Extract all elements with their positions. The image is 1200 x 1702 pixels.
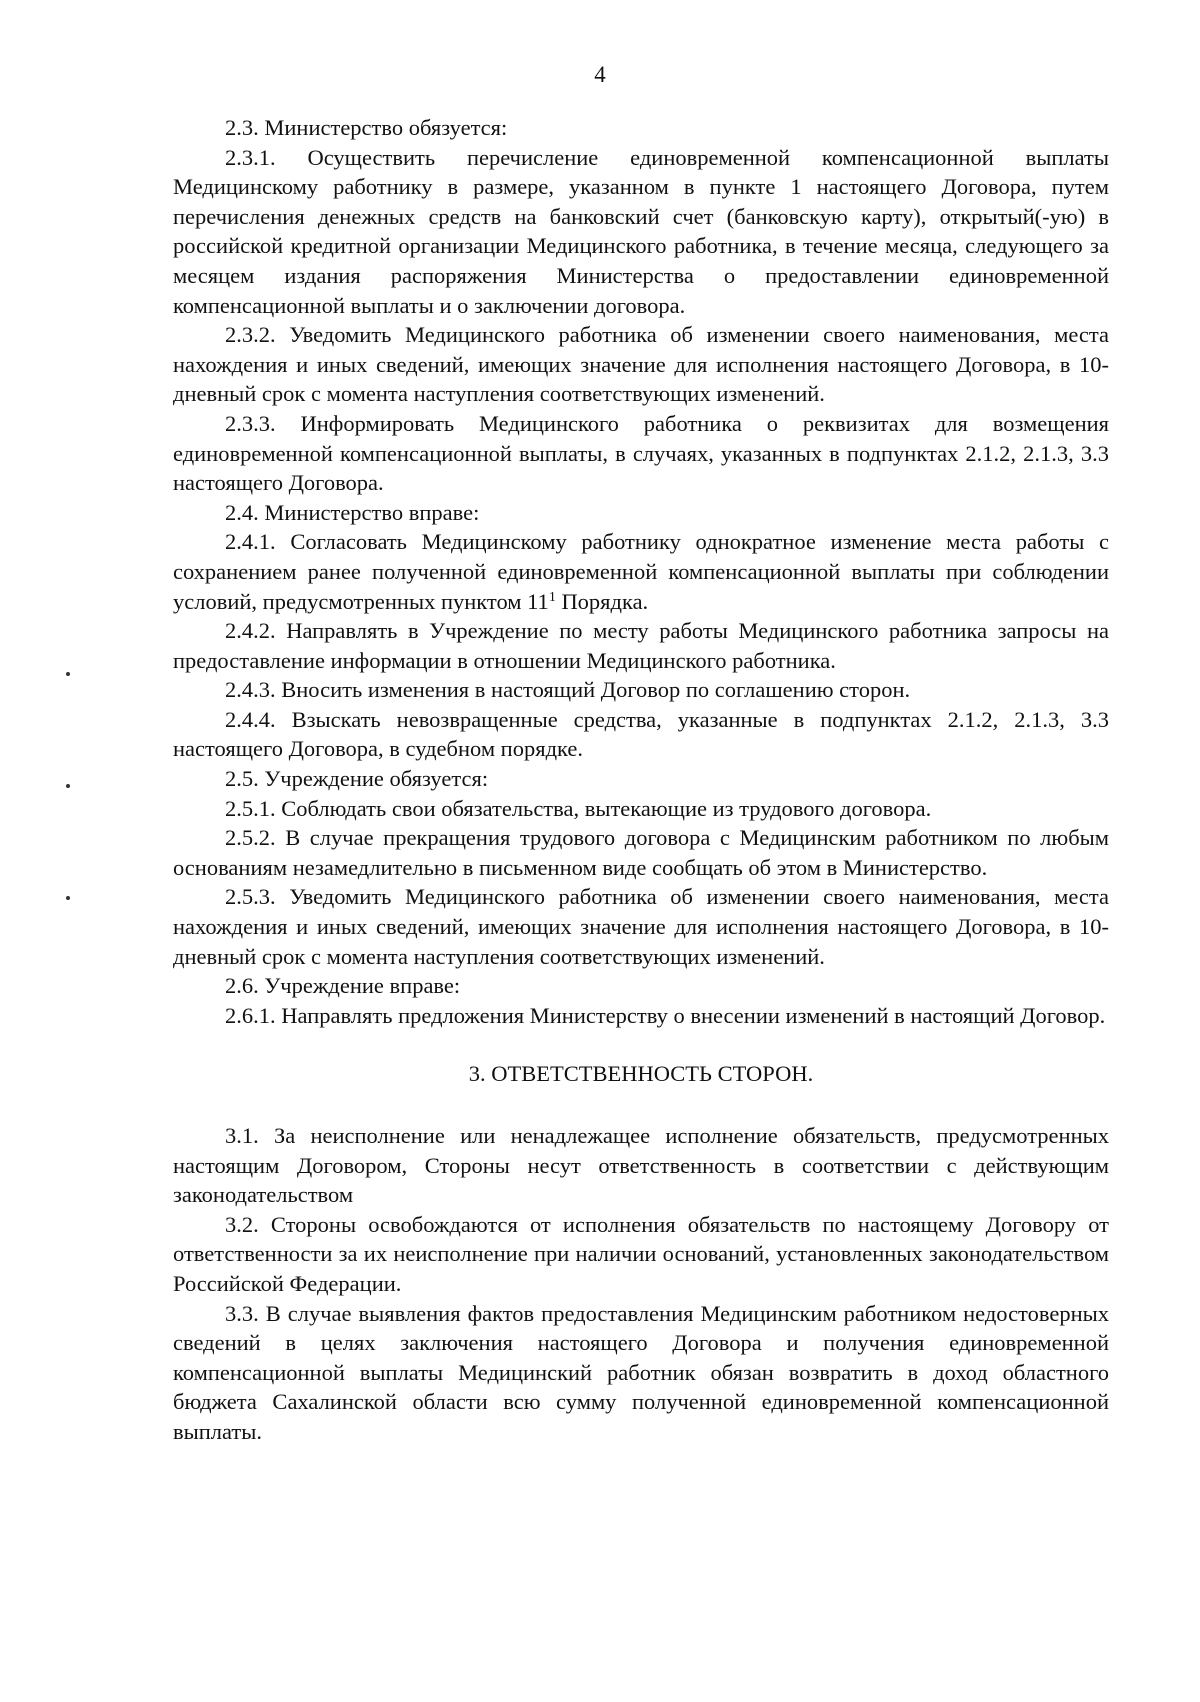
clause-2-5-2: 2.5.2. В случае прекращения трудового договора с Медицинским работником по любым основаниям незамедлительно в письменном виде сообщать об этом в Министерство. bbox=[173, 825, 1109, 880]
document-body bbox=[173, 113, 1109, 1447]
section-3-heading: 3. ОТВЕТСТВЕННОСТЬ СТОРОН. bbox=[468, 1061, 814, 1087]
clause-2-3-2: 2.3.2. Уведомить Медицинского работника об изменении своего наименования, места нахождения и иных сведений, имеющих значение для исполнения настоящего Договора, в 10-дневный срок с момента наступления соответствующих изменений. bbox=[173, 322, 1109, 407]
clause-3-2: 3.2. Стороны освобождаются от исполнения обязательств по настоящему Договору от ответственности за их неисполнение при наличии оснований, установленных законодательством Российской Федерации. bbox=[173, 1211, 1109, 1296]
clause-2-6-1: 2.6.1. Направлять предложения Министерству о внесении изменений в настоящий Договор. bbox=[225, 1002, 1106, 1028]
clause-2-3-3: 2.3.3. Информировать Медицинского работника о реквизитах для возмещения единовременной компенсационной выплаты, в случаях, указанных в подпунктах 2.1.2, 2.1.3, 3.3 настоящего Договора. bbox=[173, 410, 1109, 496]
clause-2-4-2: 2.4.2. Направлять в Учреждение по месту работы Медицинского работника запросы на предоставление информации в отношении Медицинского работника. bbox=[173, 618, 1109, 673]
clause-2-4-3: 2.4.3. Вносить изменения в настоящий Договор по соглашению сторон. bbox=[225, 677, 911, 703]
clause-2-4-4: 2.4.4. Взыскать невозвращенные средства, указанные в подпунктах 2.1.2, 2.1.3, 3.3 настоящего Договора, в судебном порядке. bbox=[173, 706, 1109, 762]
scan-speck bbox=[66, 784, 70, 788]
clause-2-5: 2.5. Учреждение обязуется: bbox=[225, 766, 489, 792]
page-number: 4 bbox=[594, 62, 606, 87]
clause-2-4-1-text: 2.4.1. Согласовать Медицинскому работнику однократное изменение места работы с сохранением ранее полученной единовременной компенсационной выплаты при соблюдении условий, предусмотренных пунктом 11 bbox=[173, 529, 1109, 614]
clause-2-4: 2.4. Министерство вправе: bbox=[225, 499, 480, 525]
clause-3-3: 3.3. В случае выявления фактов предоставления Медицинским работником недостоверных сведений в целях заключения настоящего Договора и получения единовременной компенсационной выплаты Медицинский работник обязан возвратить в доход областного бюджета Сахалинской области всю сумму полученной единовременной компенсационной выплаты. bbox=[173, 1300, 1109, 1444]
clause-2-5-1: 2.5.1. Соблюдать свои обязательства, вытекающие из трудового договора. bbox=[225, 795, 932, 821]
clause-3-1: 3.1. За неисполнение или ненадлежащее исполнение обязательств, предусмотренных настоящим Договором, Стороны несут ответственность в соответствии с действующим законодательством bbox=[173, 1123, 1109, 1208]
clause-2-4-1-ending: Порядка. bbox=[555, 588, 649, 614]
clause-2-5-3: 2.5.3. Уведомить Медицинского работника об изменении своего наименования, места нахождения и иных сведений, имеющих значение для исполнения настоящего Договора, в 10-дневный срок с момента наступления соответствующих изменений. bbox=[173, 884, 1109, 969]
clause-2-3: 2.3. Министерство обязуется: bbox=[225, 115, 508, 140]
scan-speck bbox=[66, 672, 70, 676]
scan-speck bbox=[66, 896, 70, 900]
clause-2-3-1: 2.3.1. Осуществить перечисление единовременной компенсационной выплаты Медицинскому работнику в размере, указанном в пункте 1 настоящего Договора, путем перечисления денежных средств на банковский счет (банковскую карту), открытый(-ую) в российской кредитной организации Медицинского работника, в течение месяца, следующего за месяцем издания распоряжения Министерства о предоставлении единовременной компенсационной выплаты и о заключении договора. bbox=[173, 144, 1109, 318]
clause-2-4-1-superscript: 1 bbox=[548, 589, 556, 605]
clause-2-6: 2.6. Учреждение вправе: bbox=[225, 973, 461, 999]
clause-2-4-1 bbox=[173, 527, 1109, 616]
